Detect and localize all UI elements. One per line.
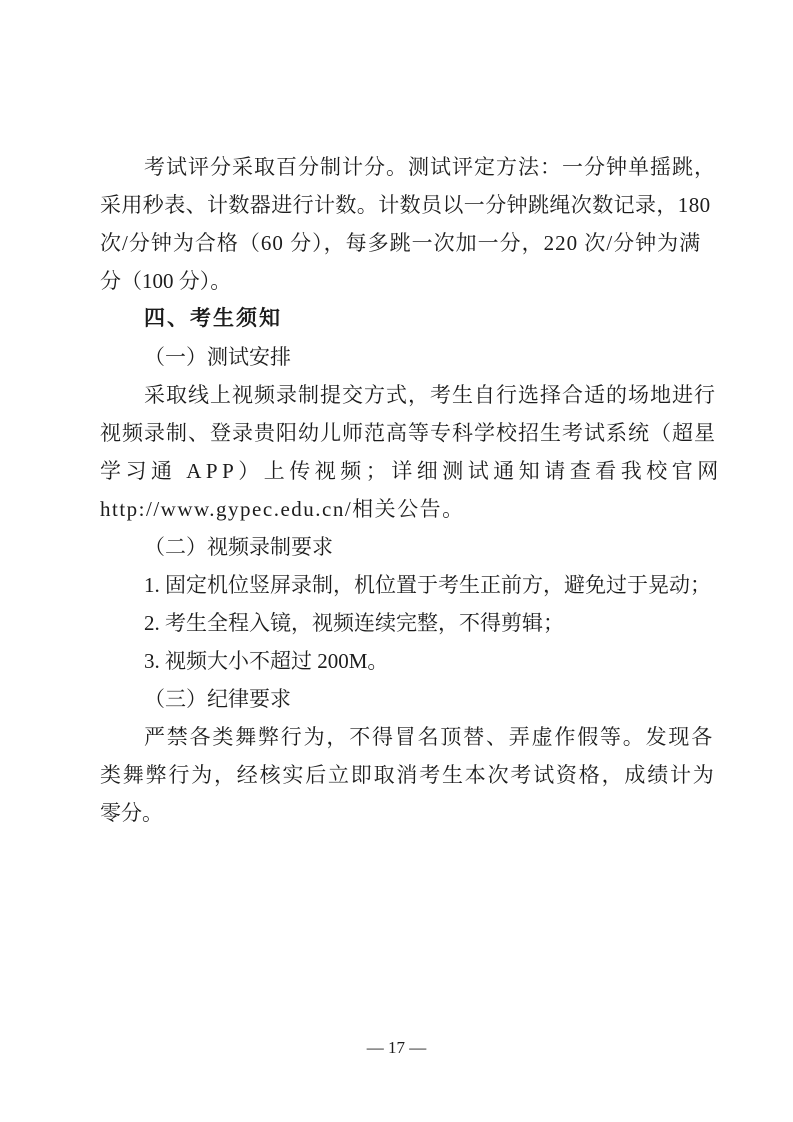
subsection-heading-discipline: （三）纪律要求 [144, 687, 291, 711]
paragraph-discipline-line-3: 零分。 [100, 801, 163, 825]
paragraph-scoring-line-1: 考试评分采取百分制计分。测试评定方法：一分钟单摇跳， [144, 155, 716, 179]
paragraph-arrangement-line-3: 学习通 APP）上传视频；详细测试通知请查看我校官网 [100, 459, 723, 483]
list-item-video-rule-2: 2. 考生全程入镜，视频连续完整，不得剪辑； [144, 611, 564, 635]
paragraph-scoring-line-2: 采用秒表、计数器进行计数。计数员以一分钟跳绳次数记录，180 [100, 193, 711, 217]
list-item-video-rule-3: 3. 视频大小不超过 200M。 [144, 649, 389, 673]
paragraph-discipline-line-2: 类舞弊行为，经核实后立即取消考生本次考试资格，成绩计为 [100, 763, 716, 787]
website-url-line: http://www.gypec.edu.cn/相关公告。 [100, 497, 465, 521]
subsection-heading-video-requirements: （二）视频录制要求 [144, 535, 333, 559]
paragraph-scoring-line-3: 次/分钟为合格（60 分），每多跳一次加一分，220 次/分钟为满 [100, 231, 702, 255]
subsection-heading-test-arrangement: （一）测试安排 [144, 345, 291, 369]
paragraph-discipline-line-1: 严禁各类舞弊行为，不得冒名顶替、弄虚作假等。发现各 [144, 725, 714, 749]
page-number: — 17 — [366, 1038, 427, 1057]
section-heading-notes: 四、考生须知 [144, 307, 282, 330]
paragraph-scoring-line-4: 分（100 分）。 [100, 269, 232, 293]
paragraph-arrangement-line-2: 视频录制、登录贵阳幼儿师范高等专科学校招生考试系统（超星 [100, 421, 716, 445]
paragraph-arrangement-line-1: 采取线上视频录制提交方式，考生自行选择合适的场地进行 [144, 383, 716, 407]
document-body [100, 148, 723, 832]
list-item-video-rule-1: 1. 固定机位竖屏录制，机位置于考生正前方，避免过于晃动； [144, 573, 711, 597]
